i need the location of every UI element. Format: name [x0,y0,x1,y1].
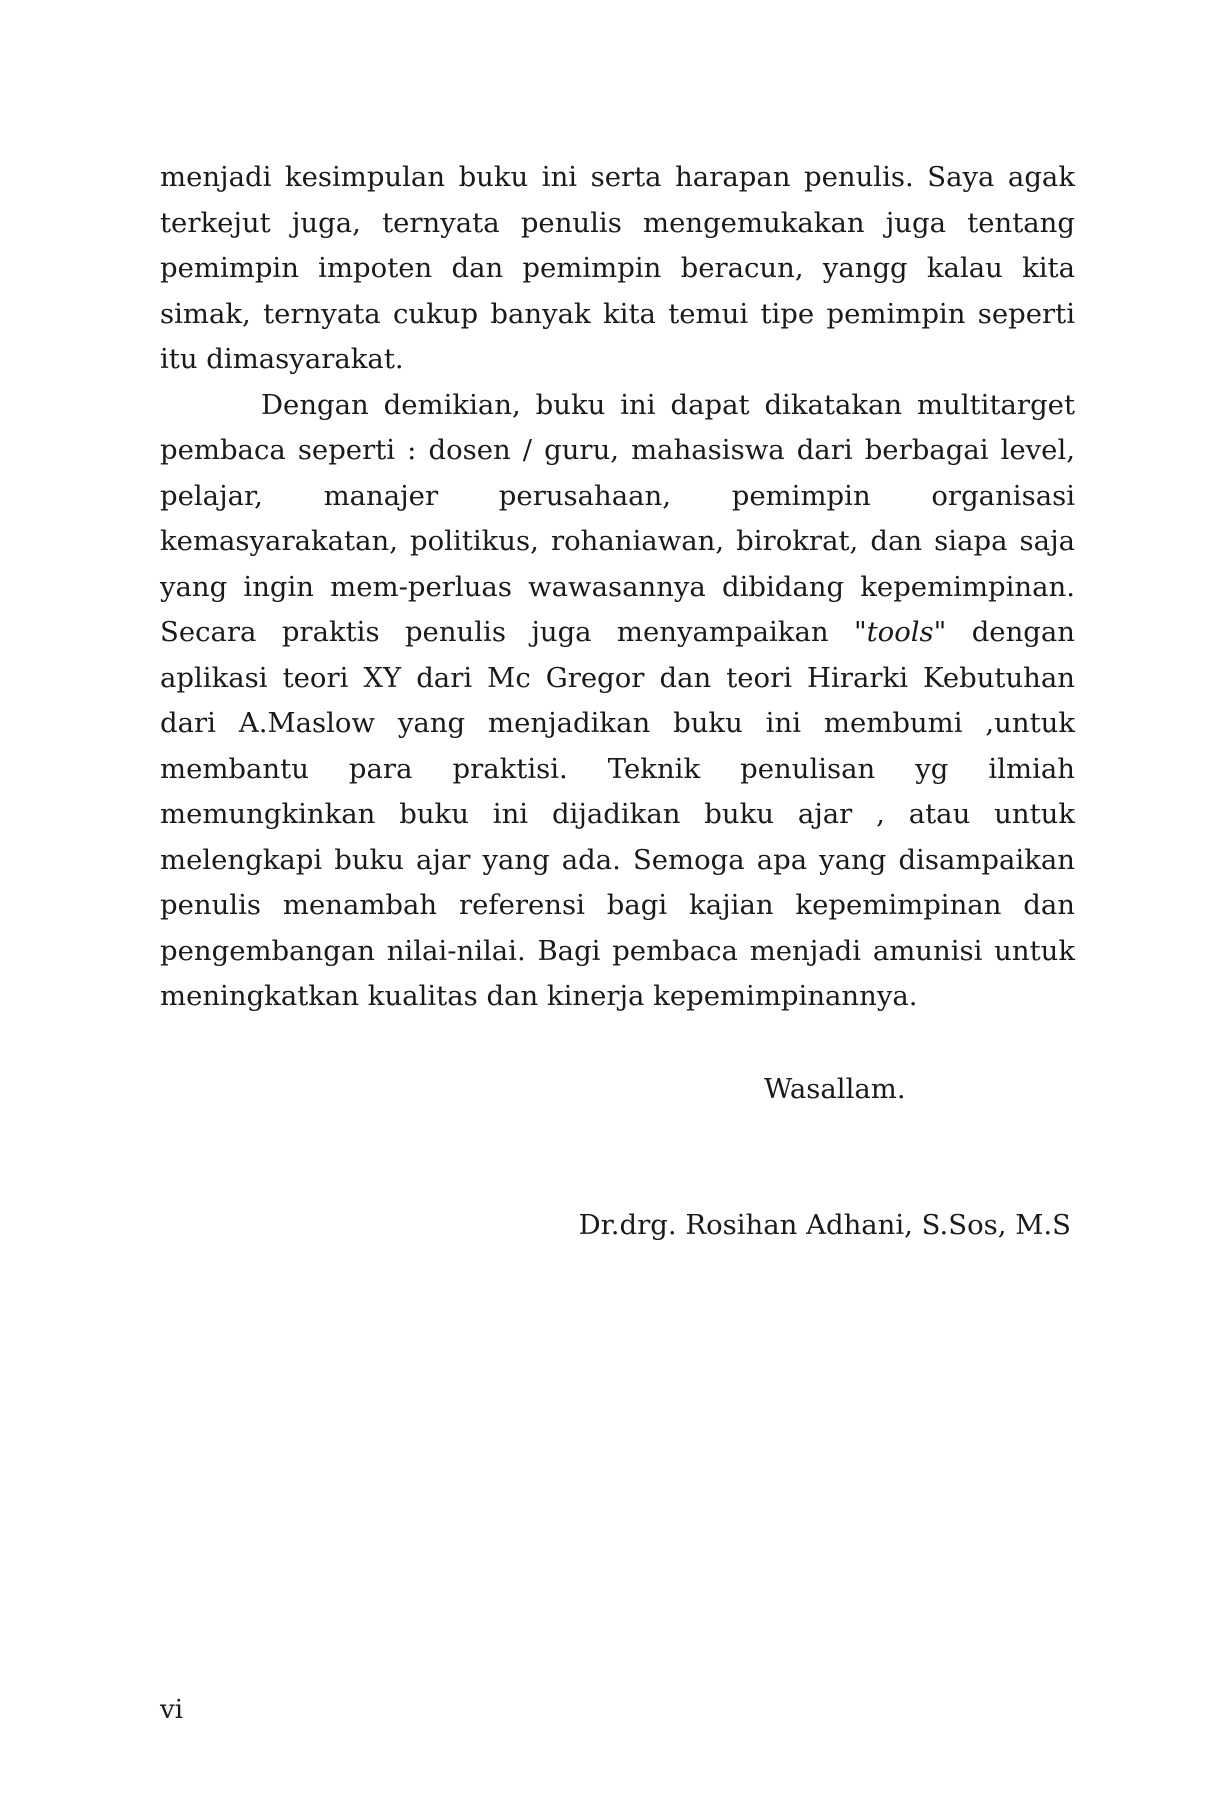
page-number: vi [160,1695,184,1725]
closing-salutation: Wasallam. [764,1073,906,1105]
paragraph-2 [160,383,1075,1020]
paragraph-2-text-end: " dengan aplikasi teori XY dari Mc Gregor dan teori Hirarki Kebutuhan dari A.Maslow yang menjadikan buku ini membumi ,untuk membantu para praktisi. Teknik penulisan yg ilmiah memungkinkan buku ini dijadikan buku ajar , atau untuk melengkapi buku ajar yang ada. Semoga apa yang disampaikan penulis menambah referensi bagi kajian kepemimpinan dan pengembangan nilai-nilai. Bagi pembaca menjadi amunisi untuk meningkatkan kualitas dan kinerja kepemimpinannya. [160,616,1075,1012]
paragraph-2-text-start: Dengan demikian, buku ini dapat dikatakan multitarget pembaca seperti : dosen / guru, mahasiswa dari berbagai level, pelajar, manajer perusahaan, pemimpin organisasi kemasyarakatan, politikus, rohaniawan, birokrat, dan siapa saja yang ingin mem-perluas wawasannya dibidang kepemimpinan. Secara praktis penulis juga menyampaikan " [160,388,1075,648]
author-signature: Dr.drg. Rosihan Adhani, S.Sos, M.S [578,1209,1071,1241]
body-text [160,155,1075,1020]
italic-term-tools: tools [866,616,934,648]
paragraph-1: menjadi kesimpulan buku ini serta harapan penulis. Saya agak terkejut juga, ternyata penulis mengemukakan juga tentang pemimpin impoten dan pemimpin beracun, yangg kalau kita simak, ternyata cukup banyak kita temui tipe pemimpin seperti itu dimasyarakat. [160,161,1075,375]
